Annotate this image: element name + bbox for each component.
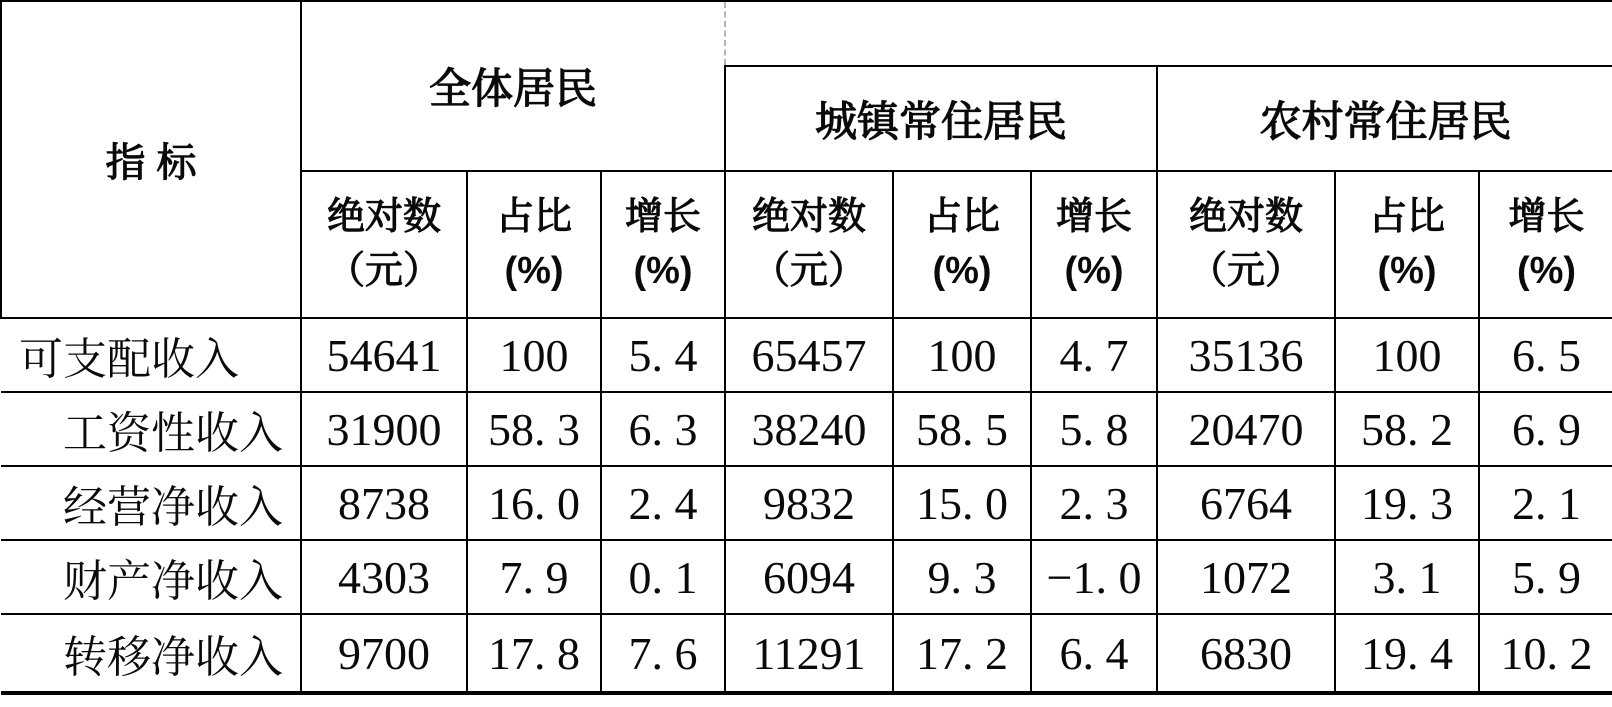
value-cell: 5. 4 (601, 318, 725, 392)
row-label: 工资性收入 (1, 392, 301, 466)
subheader-line1: 绝对数 (751, 195, 866, 238)
subheader-line2: (%) (1377, 249, 1437, 292)
group-header-rural-residents: 农村常住居民 (1157, 66, 1612, 171)
value-cell: 6. 5 (1479, 318, 1612, 392)
row-label: 可支配收入 (1, 318, 301, 392)
subheader-line2: （元） (751, 249, 866, 292)
subheader-absolute-yuan (301, 171, 467, 318)
value-cell: 15. 0 (893, 466, 1031, 540)
value-cell: 20470 (1157, 392, 1335, 466)
value-cell: 4. 7 (1031, 318, 1157, 392)
value-cell: 2. 3 (1031, 466, 1157, 540)
value-cell: 5. 8 (1031, 392, 1157, 466)
group-header-urban-residents: 城镇常住居民 (725, 66, 1157, 171)
table-row (1, 614, 1612, 693)
subheader-line2: (%) (932, 249, 992, 292)
subheader-line1: 占比 (495, 195, 572, 238)
subheader-growth-pct (601, 171, 725, 318)
subheader-line1: 增长 (1508, 195, 1585, 238)
subheader-absolute-yuan (1157, 171, 1335, 318)
value-cell: 9. 3 (893, 540, 1031, 614)
subheader-line1: 绝对数 (326, 195, 441, 238)
value-cell: 7. 6 (601, 614, 725, 693)
value-cell: 17. 2 (893, 614, 1031, 693)
value-cell: 35136 (1157, 318, 1335, 392)
value-cell: 1072 (1157, 540, 1335, 614)
table-body (1, 318, 1612, 693)
value-cell: 58. 2 (1335, 392, 1479, 466)
subheader-share-pct (467, 171, 601, 318)
value-cell: 9832 (725, 466, 893, 540)
value-cell: 100 (893, 318, 1031, 392)
subheader-absolute-yuan (725, 171, 893, 318)
value-cell: 6764 (1157, 466, 1335, 540)
value-cell: 38240 (725, 392, 893, 466)
indicator-column-header: 指 标 (1, 1, 301, 318)
table-row (1, 540, 1612, 614)
value-cell: 19. 4 (1335, 614, 1479, 693)
value-cell: 6094 (725, 540, 893, 614)
value-cell: 0. 1 (601, 540, 725, 614)
table-row (1, 318, 1612, 392)
value-cell: 7. 9 (467, 540, 601, 614)
value-cell: 6830 (1157, 614, 1335, 693)
value-cell: 10. 2 (1479, 614, 1612, 693)
value-cell: 54641 (301, 318, 467, 392)
subheader-line2: (%) (1064, 249, 1124, 292)
group-header-all-residents: 全体居民 (301, 1, 725, 171)
subheader-growth-pct (1031, 171, 1157, 318)
value-cell: 4303 (301, 540, 467, 614)
value-cell: 6. 3 (601, 392, 725, 466)
value-cell: 6. 9 (1479, 392, 1612, 466)
value-cell: 9700 (301, 614, 467, 693)
value-cell: 16. 0 (467, 466, 601, 540)
subheader-line1: 增长 (1055, 195, 1132, 238)
value-cell: 58. 5 (893, 392, 1031, 466)
value-cell: 17. 8 (467, 614, 601, 693)
table-row (1, 392, 1612, 466)
value-cell: 11291 (725, 614, 893, 693)
subheader-line1: 占比 (923, 195, 1000, 238)
subheader-growth-pct (1479, 171, 1612, 318)
value-cell: 5. 9 (1479, 540, 1612, 614)
subheader-share-pct (893, 171, 1031, 318)
subheader-line2: (%) (504, 249, 564, 292)
subheader-line2: (%) (1516, 249, 1577, 292)
value-cell: 58. 3 (467, 392, 601, 466)
row-label: 经营净收入 (1, 466, 301, 540)
subheader-line2: (%) (633, 249, 693, 292)
value-cell: 2. 1 (1479, 466, 1612, 540)
value-cell: 65457 (725, 318, 893, 392)
value-cell: 6. 4 (1031, 614, 1157, 693)
value-cell: 3. 1 (1335, 540, 1479, 614)
row-label: 财产净收入 (1, 540, 301, 614)
table-row (1, 466, 1612, 540)
value-cell: 100 (1335, 318, 1479, 392)
value-cell: 2. 4 (601, 466, 725, 540)
subheader-share-pct (1335, 171, 1479, 318)
subheader-line1: 占比 (1368, 195, 1445, 238)
subheader-line1: 绝对数 (1188, 195, 1303, 238)
value-cell: 100 (467, 318, 601, 392)
subheader-line1: 增长 (624, 195, 701, 238)
value-cell: 19. 3 (1335, 466, 1479, 540)
subheader-line2: （元） (1188, 249, 1303, 292)
value-cell: −1. 0 (1031, 540, 1157, 614)
row-label: 转移净收入 (1, 614, 301, 693)
subheader-line2: （元） (326, 249, 441, 292)
value-cell: 31900 (301, 392, 467, 466)
empty-header-strip (725, 1, 1612, 66)
value-cell: 8738 (301, 466, 467, 540)
